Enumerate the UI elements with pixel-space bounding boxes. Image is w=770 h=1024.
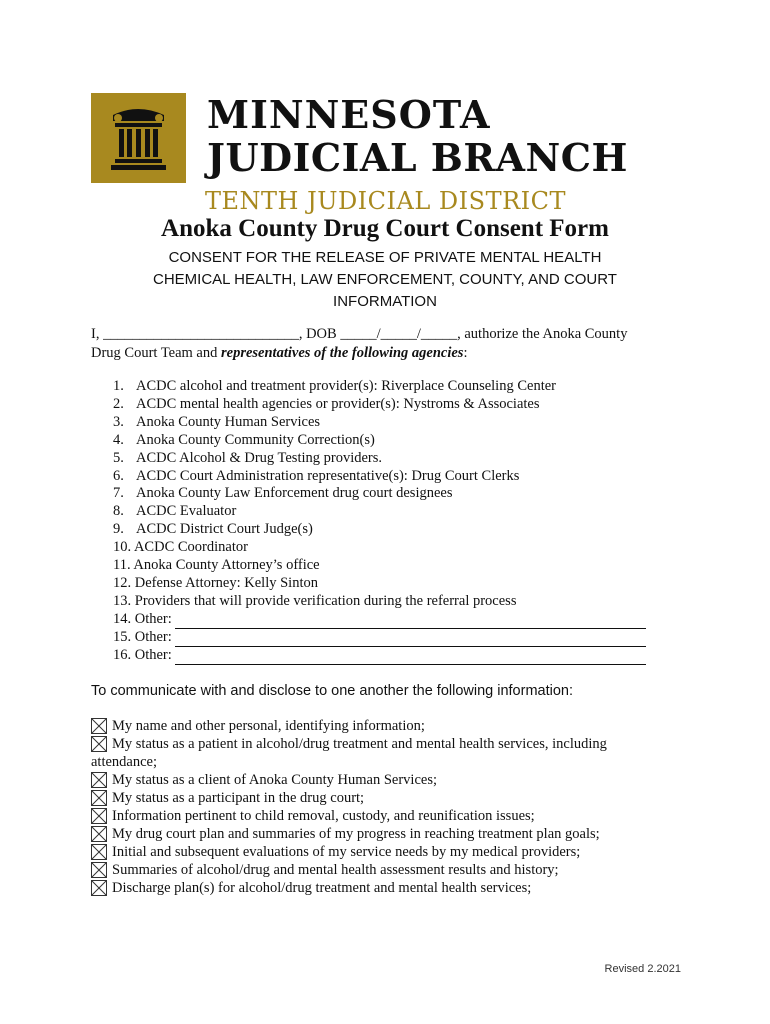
list-item — [113, 432, 673, 450]
item-number: 12. — [113, 574, 132, 591]
other-agency-row — [113, 647, 673, 665]
list-item — [91, 861, 651, 879]
checked-x-box-icon[interactable] — [91, 826, 107, 842]
revision-date: Revised 2.2021 — [604, 963, 681, 975]
other-label: 15. Other: — [113, 628, 172, 645]
item-text: ACDC Court Administration representative(s): Drug Court Clerks — [136, 467, 520, 484]
checked-x-box-icon[interactable] — [91, 844, 107, 860]
item-text: My status as a client of Anoka County Human Services; — [112, 772, 437, 788]
item-number: 8. — [113, 503, 124, 520]
form-title: Anoka County Drug Court Consent Form — [161, 215, 609, 242]
item-text: My status as a participant in the drug court; — [112, 790, 365, 806]
item-text: Anoka County Attorney’s office — [133, 557, 320, 574]
item-text: My status as a patient in alcohol/drug treatment and mental health services, including — [112, 736, 607, 752]
item-text: Providers that will provide verification during the referral process — [134, 592, 517, 609]
item-text: My name and other personal, identifying information; — [112, 718, 425, 734]
checked-x-box-icon[interactable] — [91, 736, 107, 752]
checked-x-box-icon[interactable] — [91, 790, 107, 806]
list-item — [113, 539, 673, 557]
list-item — [91, 717, 651, 735]
list-item — [113, 396, 673, 414]
other-agency-field[interactable] — [175, 633, 646, 647]
list-item — [91, 807, 651, 825]
checked-x-box-icon[interactable] — [91, 718, 107, 734]
item-text: Initial and subsequent evaluations of my service needs by my medical providers; — [112, 844, 581, 860]
list-item — [113, 503, 673, 521]
item-text: Discharge plan(s) for alcohol/drug treatment and mental health services; — [112, 880, 532, 896]
list-item — [113, 378, 673, 396]
item-text: Summaries of alcohol/drug and mental health assessment results and history; — [112, 862, 559, 878]
list-item — [113, 450, 673, 468]
list-item — [113, 521, 673, 539]
authorization-line-2 — [91, 344, 671, 363]
logo-line-judicial-branch: JUDICIAL BRANCH — [207, 135, 628, 180]
item-text-continued: attendance; — [91, 754, 158, 770]
disclosure-intro: To communicate with and disclose to one another the following information: — [91, 683, 573, 699]
item-number: 2. — [113, 395, 124, 412]
item-number: 5. — [113, 449, 124, 466]
logo-line-district: TENTH JUDICIAL DISTRICT — [205, 187, 566, 215]
other-label: 16. Other: — [113, 646, 172, 663]
disclosure-list — [91, 717, 651, 897]
list-item — [113, 575, 673, 593]
list-item — [91, 735, 651, 771]
item-number: 10. — [113, 539, 132, 556]
item-text: ACDC Evaluator — [136, 503, 237, 520]
subtitle-line-3: INFORMATION — [333, 293, 437, 310]
checked-x-box-icon[interactable] — [91, 772, 107, 788]
logo-line-minnesota: MINNESOTA — [207, 92, 491, 137]
checked-x-box-icon[interactable] — [91, 808, 107, 824]
item-text: Defense Attorney: Kelly Sinton — [134, 574, 318, 591]
item-number: 3. — [113, 413, 124, 430]
other-label: 14. Other: — [113, 610, 172, 627]
item-text: ACDC Coordinator — [133, 539, 248, 556]
item-number: 13. — [113, 592, 132, 609]
item-number: 4. — [113, 431, 124, 448]
item-text: Anoka County Human Services — [136, 413, 321, 430]
checked-x-box-icon[interactable] — [91, 862, 107, 878]
agencies-emphasis: representatives of the following agencies — [221, 345, 464, 361]
item-number: 6. — [113, 467, 124, 484]
subtitle-line-1: CONSENT FOR THE RELEASE OF PRIVATE MENTAL HEALTH — [168, 249, 602, 266]
authorization-statement — [91, 325, 671, 363]
agency-list — [113, 378, 673, 665]
authorization-text: Drug Court Team and — [91, 345, 221, 361]
item-number: 11. — [113, 557, 131, 574]
item-text: ACDC Alcohol & Drug Testing providers. — [136, 449, 383, 466]
authorization-colon: : — [463, 345, 468, 361]
item-text: Information pertinent to child removal, custody, and reunification issues; — [112, 808, 535, 824]
list-item — [113, 414, 673, 432]
item-text: Anoka County Community Correction(s) — [136, 431, 375, 448]
item-text: ACDC mental health agencies or provider(s): Nystroms & Associates — [136, 395, 540, 412]
courthouse-pillar-icon — [91, 93, 186, 183]
list-item — [91, 825, 651, 843]
other-agency-field[interactable] — [175, 615, 646, 629]
item-text: ACDC District Court Judge(s) — [136, 521, 313, 538]
item-number: 9. — [113, 521, 124, 538]
subtitle-line-2: CHEMICAL HEALTH, LAW ENFORCEMENT, COUNTY, AND COURT — [153, 271, 617, 288]
form-subtitle — [100, 247, 670, 313]
other-agency-field[interactable] — [175, 651, 646, 665]
list-item — [91, 879, 651, 897]
item-text: Anoka County Law Enforcement drug court designees — [136, 485, 453, 502]
list-item — [113, 468, 673, 486]
list-item — [113, 557, 673, 575]
checked-x-box-icon[interactable] — [91, 880, 107, 896]
item-text: ACDC alcohol and treatment provider(s): Riverplace Counseling Center — [136, 378, 556, 394]
other-agency-row — [113, 629, 673, 647]
list-item — [113, 593, 673, 611]
minnesota-judicial-branch-logo — [91, 93, 691, 213]
list-item — [113, 485, 673, 503]
list-item — [91, 771, 651, 789]
list-item — [91, 789, 651, 807]
item-number: 1. — [113, 378, 124, 394]
item-text: My drug court plan and summaries of my progress in reaching treatment plan goals; — [112, 826, 600, 842]
list-item — [91, 843, 651, 861]
item-number: 7. — [113, 485, 124, 502]
other-agency-row — [113, 611, 673, 629]
authorization-line-1: I, ___________________________, DOB _____/_____/_____, authorize the Anoka County — [91, 326, 628, 342]
